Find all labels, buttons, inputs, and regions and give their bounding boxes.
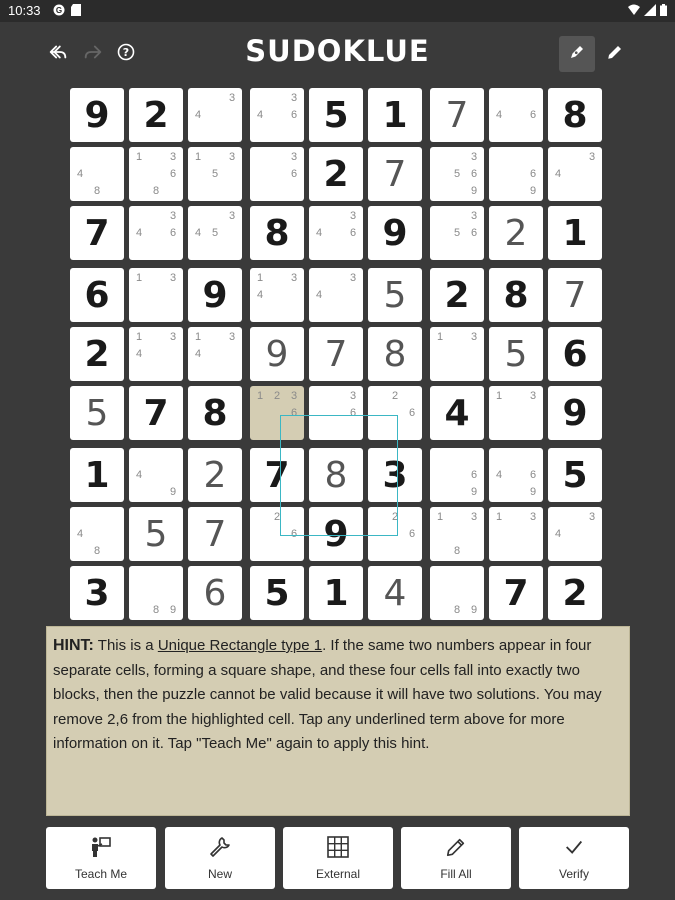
- candidate-mark: 4: [76, 168, 84, 180]
- candidate-mark: 4: [315, 289, 323, 301]
- cell-r8c8[interactable]: [489, 507, 543, 561]
- cell-r3c1[interactable]: [70, 206, 124, 260]
- candidate-mark: 3: [290, 92, 298, 104]
- cell-value: 2: [203, 455, 227, 496]
- svg-text:?: ?: [122, 46, 130, 59]
- candidate-mark: 9: [169, 486, 177, 498]
- cell-r2c8[interactable]: [489, 147, 543, 201]
- candidate-mark: 3: [529, 511, 537, 523]
- cell-value: 9: [382, 213, 408, 254]
- cell-r2c4[interactable]: [250, 147, 304, 201]
- candidate-mark: 4: [554, 168, 562, 180]
- cell-r9c6[interactable]: [368, 566, 422, 620]
- candidate-mark: 6: [529, 168, 537, 180]
- cell-value: 2: [84, 334, 110, 375]
- candidate-mark: 6: [290, 407, 298, 419]
- candidate-mark: 5: [453, 227, 461, 239]
- candidate-mark: 8: [152, 185, 160, 197]
- candidate-mark: 9: [529, 185, 537, 197]
- pencil-icon: [401, 835, 511, 859]
- candidate-mark: 4: [194, 227, 202, 239]
- cell-r2c2[interactable]: [129, 147, 183, 201]
- cell-r7c1[interactable]: [70, 448, 124, 502]
- candidate-mark: 4: [554, 528, 562, 540]
- candidate-mark: 6: [470, 168, 478, 180]
- cell-value: 8: [202, 393, 228, 434]
- cell-r4c1[interactable]: [70, 268, 124, 322]
- cell-r6c4[interactable]: [250, 386, 304, 440]
- cell-value: 2: [444, 275, 470, 316]
- hint-term-link[interactable]: Unique Rectangle type 1: [157, 637, 323, 654]
- cell-value: 1: [562, 213, 588, 254]
- pen-icon: [568, 43, 586, 65]
- candidate-mark: 3: [470, 151, 478, 163]
- candidate-mark: 3: [169, 272, 177, 284]
- cell-value: 1: [382, 95, 408, 136]
- candidate-mark: 3: [228, 210, 236, 222]
- cell-value: 7: [324, 334, 348, 375]
- cell-r7c8[interactable]: [489, 448, 543, 502]
- candidate-mark: 9: [529, 486, 537, 498]
- cell-r8c3[interactable]: [188, 507, 242, 561]
- cell-r5c1[interactable]: [70, 327, 124, 381]
- cell-r9c1[interactable]: [70, 566, 124, 620]
- candidate-mark: 3: [169, 331, 177, 343]
- cell-r3c7[interactable]: [430, 206, 484, 260]
- cell-r8c5[interactable]: [309, 507, 363, 561]
- cell-r7c9[interactable]: [548, 448, 602, 502]
- candidate-mark: 6: [290, 168, 298, 180]
- cell-r2c5[interactable]: [309, 147, 363, 201]
- candidate-mark: 3: [228, 92, 236, 104]
- external-button[interactable]: [283, 827, 393, 889]
- candidate-mark: 3: [290, 390, 298, 402]
- cell-value: 8: [383, 334, 407, 375]
- cell-value: 1: [84, 455, 110, 496]
- cell-r5c8[interactable]: [489, 327, 543, 381]
- cell-value: 5: [144, 514, 168, 555]
- app-toolbar: [0, 22, 675, 86]
- cell-r9c5[interactable]: [309, 566, 363, 620]
- cell-r8c2[interactable]: [129, 507, 183, 561]
- candidate-mark: 8: [93, 545, 101, 557]
- cell-r4c7[interactable]: [430, 268, 484, 322]
- cell-value: 5: [383, 275, 407, 316]
- cell-r2c3[interactable]: [188, 147, 242, 201]
- cell-r9c9[interactable]: [548, 566, 602, 620]
- cell-value: 7: [264, 455, 290, 496]
- candidate-mark: 6: [408, 528, 416, 540]
- candidate-mark: 8: [453, 604, 461, 616]
- cell-r1c5[interactable]: [309, 88, 363, 142]
- cell-r3c8[interactable]: [489, 206, 543, 260]
- cell-r3c4[interactable]: [250, 206, 304, 260]
- candidate-mark: 3: [470, 331, 478, 343]
- cell-value: 9: [323, 514, 349, 555]
- candidate-mark: 8: [152, 604, 160, 616]
- cell-r1c3[interactable]: [188, 88, 242, 142]
- cell-r5c2[interactable]: [129, 327, 183, 381]
- cell-value: 8: [562, 95, 588, 136]
- cell-r6c5[interactable]: [309, 386, 363, 440]
- cell-r9c4[interactable]: [250, 566, 304, 620]
- candidate-mark: 6: [290, 109, 298, 121]
- cell-value: 2: [323, 154, 349, 195]
- candidate-mark: 1: [256, 272, 264, 284]
- candidate-mark: 4: [315, 227, 323, 239]
- cell-r1c9[interactable]: [548, 88, 602, 142]
- cell-r8c6[interactable]: [368, 507, 422, 561]
- cell-r2c7[interactable]: [430, 147, 484, 201]
- hint-panel: [46, 626, 630, 816]
- notification-icon: [53, 4, 65, 16]
- hint-label: HINT:: [53, 637, 94, 654]
- candidate-mark: 6: [408, 407, 416, 419]
- candidate-mark: 8: [453, 545, 461, 557]
- external-label: External: [315, 867, 361, 881]
- hint-text-start: This is a: [93, 637, 158, 654]
- hint-text-rest: . If the same two numbers appear in four separate cells, forming a square shape, and these four cells fall into exactly two blocks, then the puzzle cannot be valid because it will have two solutions. You may remove 2,6 from the highlighted cell. Tap any underlined term above for more information on it. Tap "Teach Me" again to apply this hint.: [53, 637, 602, 752]
- candidate-mark: 3: [290, 151, 298, 163]
- cell-value: 3: [382, 455, 408, 496]
- candidate-mark: 3: [529, 390, 537, 402]
- cell-value: 2: [562, 573, 588, 614]
- wifi-icon: [628, 4, 640, 16]
- cell-signal-icon: [644, 4, 656, 16]
- cell-r7c3[interactable]: [188, 448, 242, 502]
- cell-value: 9: [84, 95, 110, 136]
- candidate-mark: 4: [194, 348, 202, 360]
- cell-r2c6[interactable]: [368, 147, 422, 201]
- candidate-mark: 1: [495, 511, 503, 523]
- candidate-mark: 6: [470, 469, 478, 481]
- check-icon: [519, 835, 629, 859]
- cell-r3c3[interactable]: [188, 206, 242, 260]
- cell-r9c7[interactable]: [430, 566, 484, 620]
- candidate-mark: 5: [211, 227, 219, 239]
- svg-text:G: G: [55, 6, 63, 15]
- cell-r8c1[interactable]: [70, 507, 124, 561]
- cell-value: 5: [323, 95, 349, 136]
- cell-value: 6: [562, 334, 588, 375]
- candidate-mark: 6: [169, 168, 177, 180]
- cell-r1c1[interactable]: [70, 88, 124, 142]
- candidate-mark: 3: [349, 210, 357, 222]
- cell-r4c6[interactable]: [368, 268, 422, 322]
- cell-value: 7: [84, 213, 110, 254]
- candidate-mark: 9: [470, 604, 478, 616]
- candidate-mark: 3: [349, 272, 357, 284]
- candidate-mark: 3: [169, 151, 177, 163]
- candidate-mark: 4: [194, 109, 202, 121]
- cell-value: 2: [143, 95, 169, 136]
- new-label: New: [207, 867, 232, 881]
- teach-icon: [46, 835, 156, 859]
- candidate-mark: 2: [391, 511, 399, 523]
- cell-value: 1: [323, 573, 349, 614]
- cell-r3c6[interactable]: [368, 206, 422, 260]
- pencil-icon: [606, 43, 624, 65]
- cell-value: 5: [264, 573, 290, 614]
- cell-r9c8[interactable]: [489, 566, 543, 620]
- candidate-mark: 9: [470, 185, 478, 197]
- cell-value: 9: [202, 275, 228, 316]
- cell-r6c6[interactable]: [368, 386, 422, 440]
- candidate-mark: 2: [391, 390, 399, 402]
- cell-value: 6: [203, 573, 227, 614]
- candidate-mark: 6: [470, 227, 478, 239]
- cell-r6c7[interactable]: [430, 386, 484, 440]
- cell-r8c7[interactable]: [430, 507, 484, 561]
- cell-r7c6[interactable]: [368, 448, 422, 502]
- status-time: 10:33: [8, 3, 41, 18]
- cell-r9c2[interactable]: [129, 566, 183, 620]
- candidate-mark: 4: [256, 109, 264, 121]
- candidate-mark: 5: [453, 168, 461, 180]
- cell-r2c1[interactable]: [70, 147, 124, 201]
- candidate-mark: 4: [135, 469, 143, 481]
- cell-value: 7: [563, 275, 587, 316]
- candidate-mark: 9: [470, 486, 478, 498]
- cell-r4c2[interactable]: [129, 268, 183, 322]
- cell-value: 6: [84, 275, 110, 316]
- cell-value: 2: [504, 213, 528, 254]
- fill-all-label: Fill All: [440, 867, 472, 881]
- candidate-mark: 3: [228, 151, 236, 163]
- candidate-mark: 1: [436, 331, 444, 343]
- cell-value: 7: [383, 154, 407, 195]
- cell-r4c4[interactable]: [250, 268, 304, 322]
- candidate-mark: 4: [76, 528, 84, 540]
- cell-value: 9: [562, 393, 588, 434]
- cell-value: 5: [562, 455, 588, 496]
- candidate-mark: 1: [135, 331, 143, 343]
- cell-value: 5: [85, 393, 109, 434]
- candidate-mark: 1: [495, 390, 503, 402]
- candidate-mark: 4: [495, 109, 503, 121]
- candidate-mark: 6: [169, 227, 177, 239]
- cell-r5c4[interactable]: [250, 327, 304, 381]
- candidate-mark: 9: [169, 604, 177, 616]
- cell-r7c7[interactable]: [430, 448, 484, 502]
- candidate-mark: 1: [436, 511, 444, 523]
- cell-r4c9[interactable]: [548, 268, 602, 322]
- cell-r1c8[interactable]: [489, 88, 543, 142]
- candidate-mark: 1: [135, 151, 143, 163]
- cell-r5c7[interactable]: [430, 327, 484, 381]
- teach-me-button[interactable]: [46, 827, 156, 889]
- candidate-mark: 4: [135, 227, 143, 239]
- cell-r6c9[interactable]: [548, 386, 602, 440]
- candidate-mark: 2: [273, 390, 281, 402]
- cell-r6c8[interactable]: [489, 386, 543, 440]
- candidate-mark: 3: [228, 331, 236, 343]
- cell-r1c6[interactable]: [368, 88, 422, 142]
- candidate-mark: 3: [349, 390, 357, 402]
- new-button[interactable]: [165, 827, 275, 889]
- cell-value: 4: [444, 393, 470, 434]
- cell-r1c7[interactable]: [430, 88, 484, 142]
- candidate-mark: 8: [93, 185, 101, 197]
- cell-value: 7: [203, 514, 227, 555]
- cell-r3c5[interactable]: [309, 206, 363, 260]
- grid-icon: [283, 835, 393, 859]
- candidate-mark: 6: [349, 227, 357, 239]
- candidate-mark: 4: [256, 289, 264, 301]
- candidate-mark: 1: [194, 151, 202, 163]
- app-title: SUDOKLUE: [245, 34, 430, 68]
- cell-r5c3[interactable]: [188, 327, 242, 381]
- cell-r5c6[interactable]: [368, 327, 422, 381]
- cell-value: 7: [143, 393, 169, 434]
- cell-r4c3[interactable]: [188, 268, 242, 322]
- cell-r9c3[interactable]: [188, 566, 242, 620]
- pen-mode-button[interactable]: [559, 36, 595, 72]
- cell-value: 8: [324, 455, 348, 496]
- cell-r7c2[interactable]: [129, 448, 183, 502]
- candidate-mark: 1: [135, 272, 143, 284]
- candidate-mark: 3: [588, 511, 596, 523]
- cell-r5c5[interactable]: [309, 327, 363, 381]
- cell-r8c4[interactable]: [250, 507, 304, 561]
- battery-icon: [660, 4, 668, 16]
- candidate-mark: 1: [256, 390, 264, 402]
- cell-value: 4: [383, 573, 407, 614]
- cell-r6c1[interactable]: [70, 386, 124, 440]
- cell-value: 8: [503, 275, 529, 316]
- verify-button[interactable]: [519, 827, 629, 889]
- candidate-mark: 4: [495, 469, 503, 481]
- candidate-mark: 4: [135, 348, 143, 360]
- sd-card-icon: [71, 4, 83, 16]
- verify-label: Verify: [558, 867, 589, 881]
- candidate-mark: 3: [588, 151, 596, 163]
- cell-r1c2[interactable]: [129, 88, 183, 142]
- cell-r3c2[interactable]: [129, 206, 183, 260]
- candidate-mark: 3: [290, 272, 298, 284]
- candidate-mark: 3: [470, 210, 478, 222]
- fill-all-button[interactable]: [401, 827, 511, 889]
- cell-r5c9[interactable]: [548, 327, 602, 381]
- wrench-icon: [165, 835, 275, 859]
- cell-r8c9[interactable]: [548, 507, 602, 561]
- cell-r3c9[interactable]: [548, 206, 602, 260]
- candidate-mark: 6: [290, 528, 298, 540]
- candidate-mark: 1: [194, 331, 202, 343]
- candidate-mark: 6: [529, 469, 537, 481]
- candidate-mark: 2: [273, 511, 281, 523]
- cell-value: 9: [265, 334, 289, 375]
- cell-r1c4[interactable]: [250, 88, 304, 142]
- candidate-mark: 3: [470, 511, 478, 523]
- pencil-mode-button[interactable]: [597, 36, 633, 72]
- candidate-mark: 3: [169, 210, 177, 222]
- cell-r4c8[interactable]: [489, 268, 543, 322]
- candidate-mark: 6: [349, 407, 357, 419]
- cell-value: 3: [84, 573, 110, 614]
- candidate-mark: 6: [529, 109, 537, 121]
- cell-r7c4[interactable]: [250, 448, 304, 502]
- teach-me-label: Teach Me: [74, 867, 128, 881]
- candidate-mark: 5: [211, 168, 219, 180]
- cell-value: 8: [264, 213, 290, 254]
- cell-value: 7: [503, 573, 529, 614]
- cell-r6c3[interactable]: [188, 386, 242, 440]
- cell-r7c5[interactable]: [309, 448, 363, 502]
- status-bar: [0, 0, 675, 22]
- cell-r2c9[interactable]: [548, 147, 602, 201]
- cell-value: 7: [445, 95, 469, 136]
- cell-value: 5: [504, 334, 528, 375]
- cell-r4c5[interactable]: [309, 268, 363, 322]
- cell-r6c2[interactable]: [129, 386, 183, 440]
